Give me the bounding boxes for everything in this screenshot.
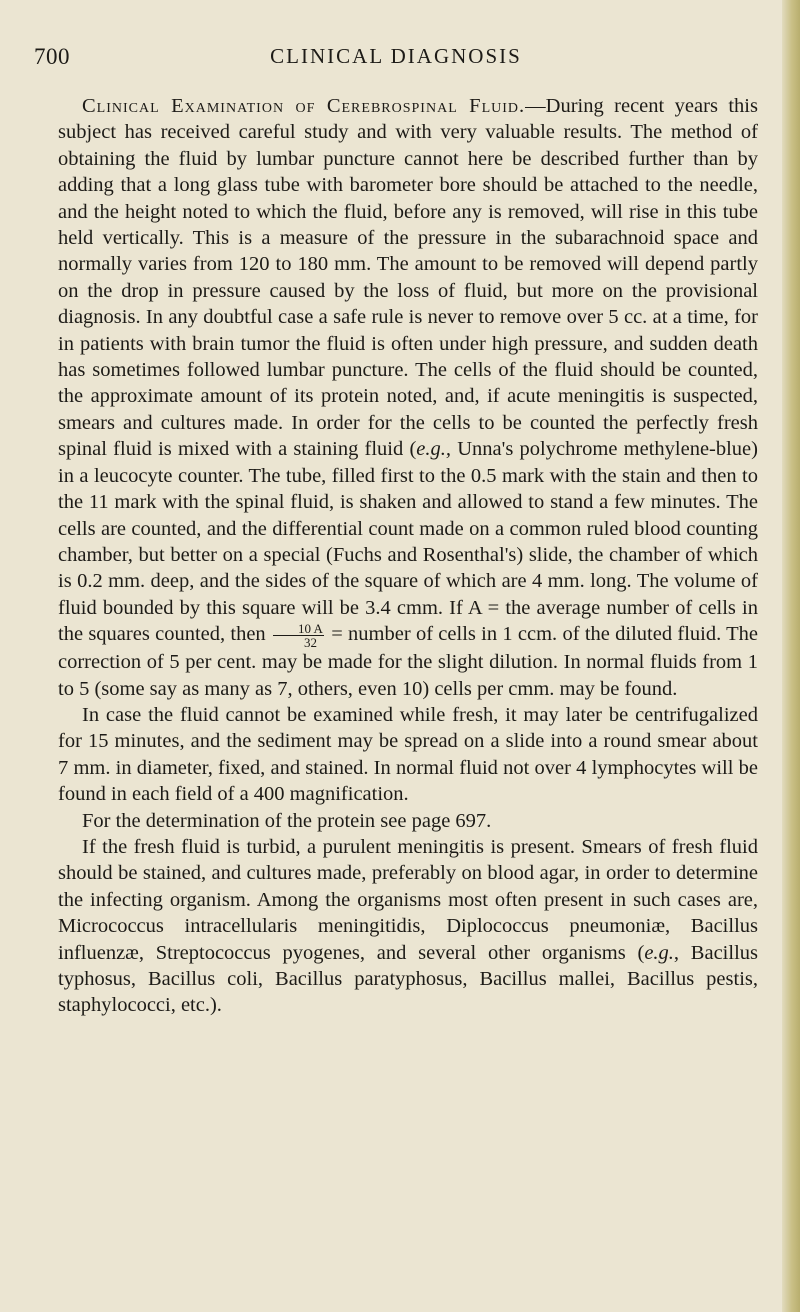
paragraph-cerebrospinal-fluid (58, 93, 758, 702)
italic-abbreviation: e.g. (644, 941, 674, 964)
fraction-numerator: 10 A (273, 622, 324, 636)
paragraph-protein-reference: For the determination of the protein see page 697. (82, 809, 492, 832)
paragraph-text: If the fresh fluid is turbid, a purulent meningitis is present. Smears of fresh fluid should be stained, and cultures made, preferably on blood agar, in order to determine the infecting organism. Among the organisms most often present in such cases are, Micrococcus intracellularis meningitidis, Diplococcus pneumoniæ, Bacillus influenzæ, Streptococcus pyogenes, and several other organisms ( (58, 835, 758, 964)
page-edge (782, 0, 800, 1312)
fraction-denominator: 32 (303, 635, 317, 651)
paragraph-text: —During recent years this subject has received careful study and with very valuable results. The method of obtaining the fluid by lumbar puncture cannot here be described further than by adding that a long glass tube with barometer bore should be attached to the needle, and the height noted to which the fluid, before any is removed, will rise in this tube held vertically. This is a measure of the pressure in the subarachnoid space and normally varies from 120 to 180 mm. The amount to be removed will depend partly on the drop in pressure caused by the loss of fluid, but more on the provisional diagnosis. In any doubtful case a safe rule is never to remove over 5 cc. at a time, for in patients with brain tumor the fluid is often under high pressure, and sudden death has sometimes followed lumbar puncture. The cells of the fluid should be counted, the approximate amount of its protein noted, and, if acute meningitis is suspected, smears and cultures made. In order for the cells to be counted the perfectly fresh spinal fluid is mixed with a staining fluid ( (58, 95, 758, 461)
paragraph-text: , Bacillus typhosus, Bacillus coli, Bacillus paratyphosus, Bacillus mallei, Bacillus pestis, staphylococci, etc.). (58, 941, 758, 1017)
section-heading: Clinical Examination of Cerebrospinal Fluid. (82, 95, 526, 117)
paragraph-purulent-meningitis (58, 834, 758, 1019)
fraction (273, 622, 324, 649)
paragraph-text: Unna's polychrome methylene-blue) in a leucocyte counter. The tube, filled first to the 0.5 mark with the stain and then to the 11 mark with the spinal fluid, is shaken and allowed to stand a few minutes. The cells are counted, and the differential count made on a common ruled blood counting chamber, but better on a special (Fuchs and Rosenthal's) slide, the chamber of which is 0.2 mm. deep, and the sides of the square of which are 4 mm. long. The volume of fluid bounded by this square will be 3.4 cmm. If A = the average number of cells in the squares counted, then (58, 438, 758, 646)
running-head: CLINICAL DIAGNOSIS (270, 44, 522, 68)
paragraph-centrifugation: In case the fluid cannot be examined while fresh, it may later be centrifugalized for 15 minutes, and the sediment may be spread on a slide into a round smear about 7 mm. in diameter, fixed, and stained. In normal fluid not over 4 lymphocytes will be found in each field of a 400 magnification. (58, 703, 758, 806)
page-number: 700 (34, 44, 70, 69)
italic-abbreviation: e.g., (416, 438, 452, 461)
page-header (34, 44, 758, 78)
body-text (58, 93, 758, 1019)
paragraph-text: = number of cells in 1 ccm. of the diluted fluid. The correction of 5 per cent. may be made for the slight dilution. In normal fluids from 1 to 5 (some say as many as 7, others, even 10) cells per cmm. may be found. (58, 623, 758, 700)
